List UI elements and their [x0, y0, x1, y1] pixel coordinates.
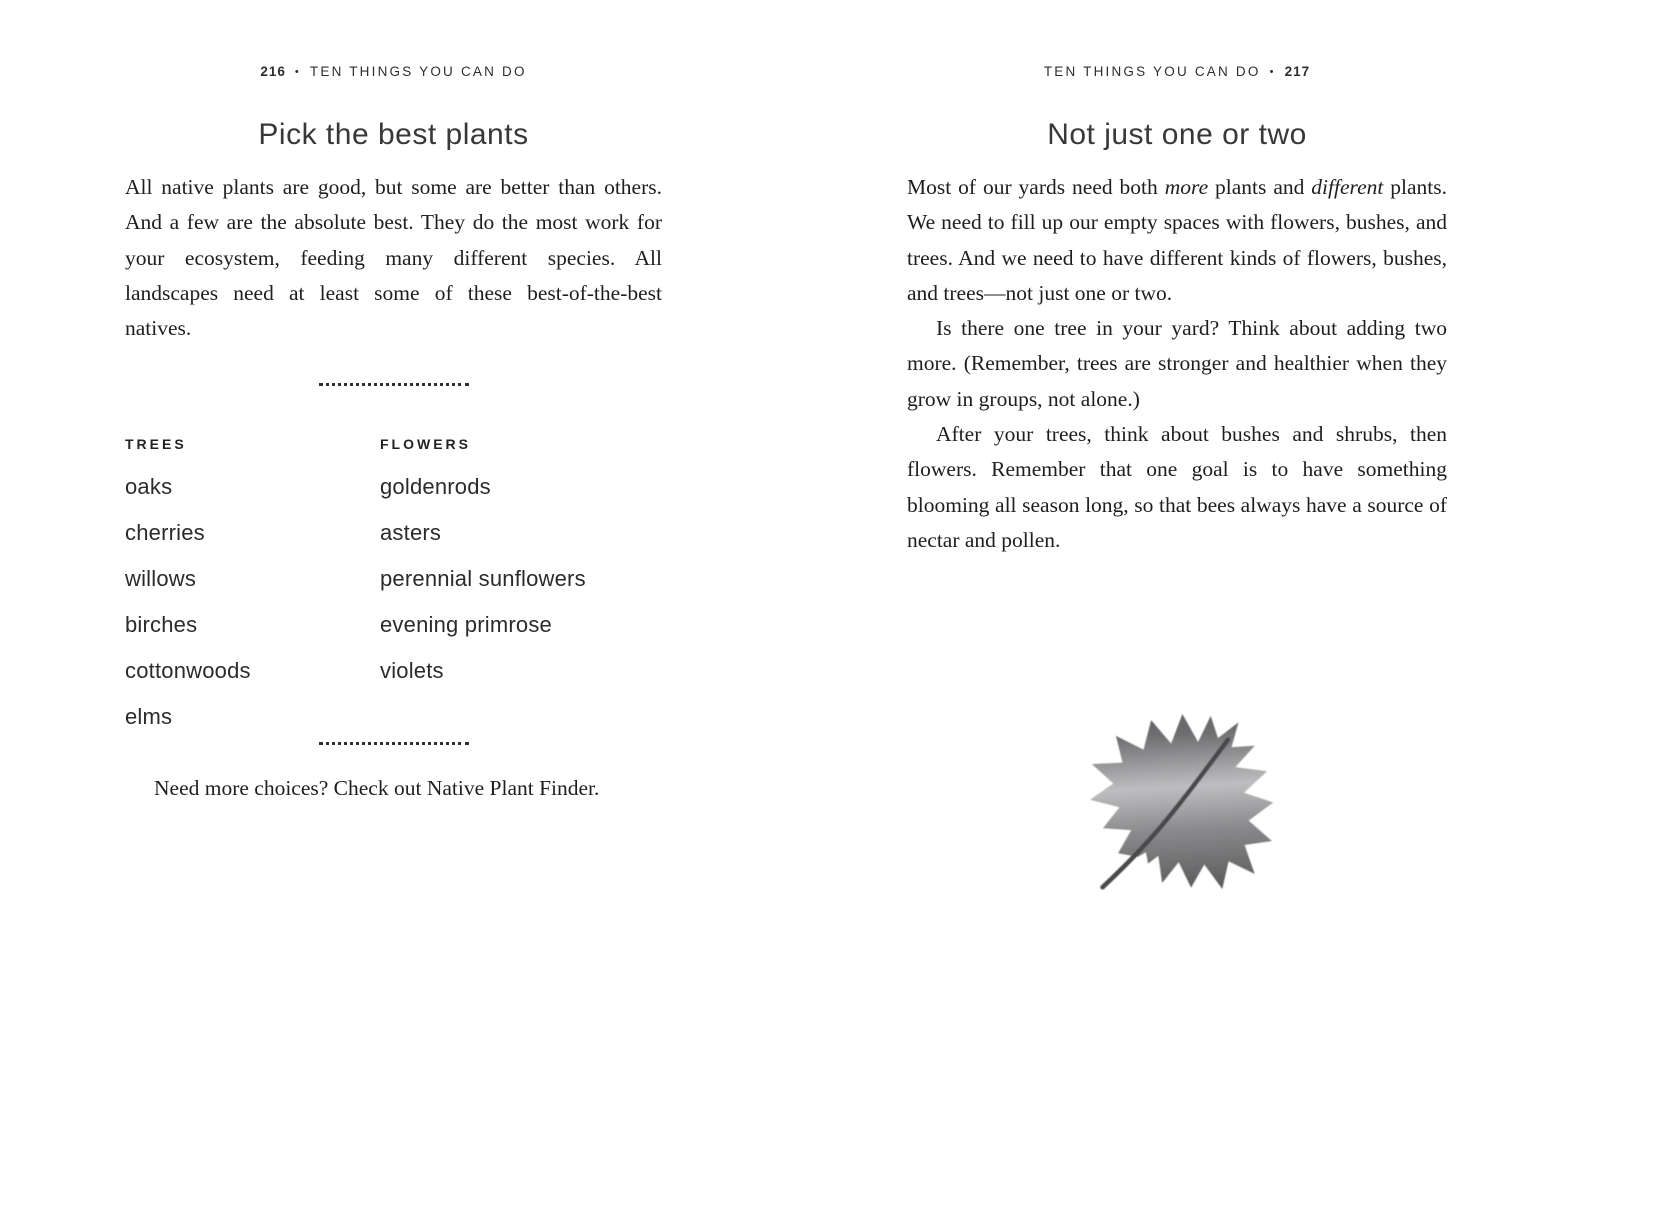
running-head-text: TEN THINGS YOU CAN DO	[1043, 64, 1261, 79]
list-item: elms	[125, 704, 173, 729]
paragraph-2: Is there one tree in your yard? Think about adding two more. (Remember, trees are stronger and healthier when they grow in groups, not alone.)	[907, 316, 1447, 411]
list-item: evening primrose	[380, 612, 552, 637]
list-item: birches	[125, 612, 198, 637]
list-item: perennial sunflowers	[380, 566, 586, 591]
list-item: violets	[380, 658, 444, 683]
flowers-column	[380, 436, 662, 740]
plant-lists	[125, 436, 662, 740]
right-running-head	[907, 64, 1447, 79]
header-separator-dot: •	[294, 66, 301, 78]
header-separator-dot: •	[1269, 66, 1276, 78]
right-body-text	[907, 170, 1447, 558]
dotted-divider-bottom	[319, 742, 469, 745]
paragraph-text: plants and	[1208, 175, 1312, 199]
maple-leaf-illustration	[1059, 698, 1299, 923]
paragraph-text: Most of our yards need both	[907, 175, 1165, 199]
dotted-divider-top	[319, 383, 469, 386]
paragraph-1	[907, 170, 1447, 311]
paragraph-text: plants. We need to fill up our empty spaces with flowers, bushes, and trees. And we need to have different kinds of flowers, bushes, and trees—not just one or two.	[907, 175, 1448, 305]
left-page-number: 216	[260, 64, 286, 79]
running-head-text: TEN THINGS YOU CAN DO	[309, 64, 527, 79]
left-intro-paragraph	[125, 170, 662, 346]
trees-column	[125, 436, 380, 740]
list-item: asters	[380, 520, 442, 545]
leaf-body	[1059, 698, 1299, 923]
list-item: goldenrods	[380, 474, 491, 499]
left-page	[125, 0, 662, 1224]
left-page-title: Pick the best plants	[258, 118, 529, 151]
list-item: cottonwoods	[125, 658, 251, 683]
right-page-title: Not just one or two	[1047, 118, 1307, 151]
right-page-number: 217	[1284, 64, 1311, 79]
list-item: willows	[125, 566, 197, 591]
list-item: oaks	[125, 474, 173, 499]
right-page	[907, 0, 1447, 1224]
trees-header: TREES	[125, 436, 187, 452]
left-running-head	[125, 64, 662, 79]
list-item: cherries	[125, 520, 205, 545]
italic-word: more	[1164, 175, 1209, 199]
trees-list	[125, 464, 380, 740]
intro-text: All native plants are good, but some are better than others. And a few are the absolute best. They do the most work for your ecosystem, feeding many different species. All landscapes need at least some of these best-of-the-best natives.	[125, 175, 662, 341]
more-choices-note: Need more choices? Check out Native Plant Finder.	[154, 776, 600, 800]
italic-word: different	[1311, 175, 1384, 199]
flowers-list	[380, 464, 662, 694]
flowers-header: FLOWERS	[380, 436, 471, 452]
paragraph-3: After your trees, think about bushes and shrubs, then flowers. Remember that one goal is to have something blooming all season long, so that bees always have a source of nectar and pollen.	[907, 422, 1447, 552]
